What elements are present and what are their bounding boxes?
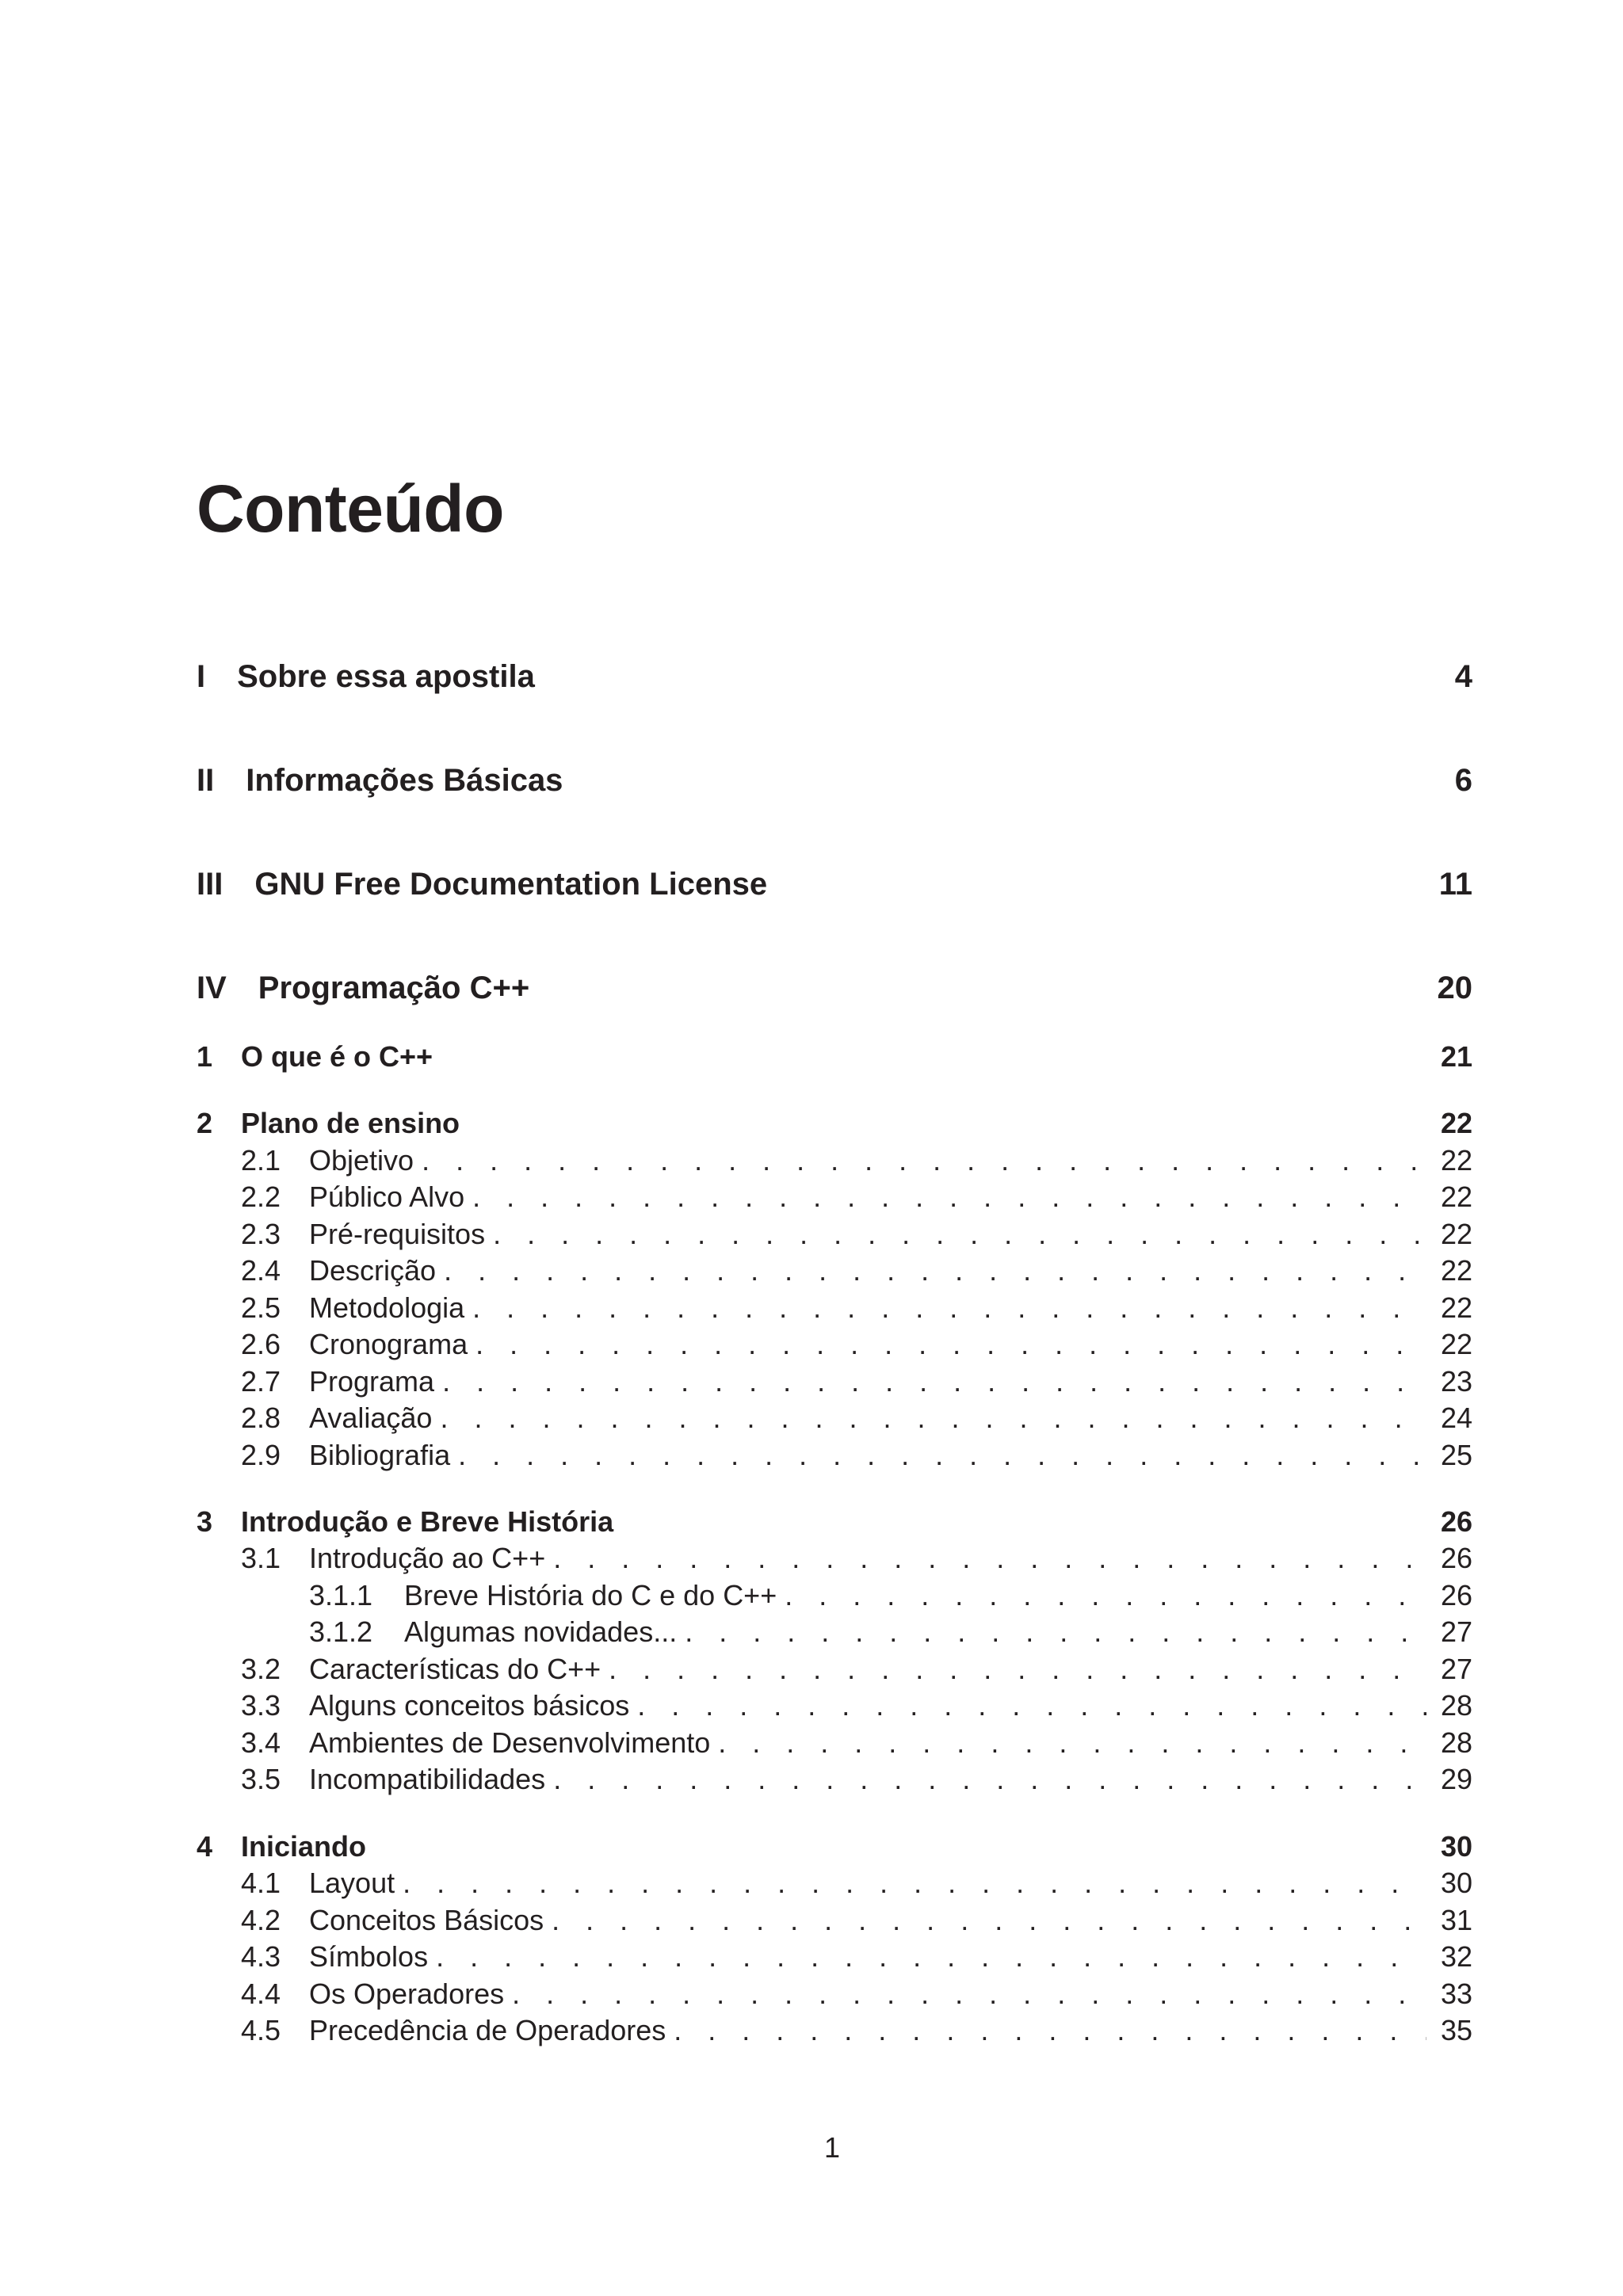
chapter-page: 21 <box>1440 1040 1472 1073</box>
section-number: 3.4 <box>241 1726 281 1759</box>
chapter-page: 30 <box>1440 1830 1472 1863</box>
section-number: 2.2 <box>241 1180 281 1213</box>
toc-subsection-row[interactable] <box>197 1579 1472 1612</box>
part-number: II <box>197 763 215 798</box>
section-page: 22 <box>1440 1144 1472 1177</box>
section-page: 22 <box>1440 1328 1472 1360</box>
section-page: 30 <box>1440 1867 1472 1899</box>
section-page: 23 <box>1440 1365 1472 1398</box>
toc-section-row[interactable] <box>197 1328 1472 1361</box>
toc-section-row[interactable] <box>197 1904 1472 1937</box>
part-page: 20 <box>1437 971 1472 1005</box>
section-number: 3.5 <box>241 1763 281 1795</box>
section-title: Programa <box>309 1365 435 1398</box>
toc-part-row[interactable] <box>197 971 1472 1006</box>
toc-section-row[interactable] <box>197 2014 1472 2047</box>
section-title: Precedência de Operadores <box>309 2014 666 2046</box>
chapter-number: 4 <box>197 1830 213 1863</box>
chapter-page: 26 <box>1440 1505 1472 1538</box>
section-page: 29 <box>1440 1763 1472 1795</box>
part-number: IV <box>197 971 227 1005</box>
toc-part-row[interactable] <box>197 763 1472 799</box>
subsection-title: Breve História do C e do C++ <box>404 1579 777 1611</box>
section-title: Cronograma <box>309 1328 468 1360</box>
section-title: Objetivo <box>309 1144 414 1177</box>
dot-leader <box>442 1365 1426 1398</box>
dot-leader <box>493 1218 1426 1251</box>
section-page: 22 <box>1440 1291 1472 1324</box>
page-number: 1 <box>823 2131 841 2164</box>
part-page: 4 <box>1454 659 1472 694</box>
dot-leader <box>458 1439 1426 1472</box>
section-number: 2.1 <box>241 1144 281 1177</box>
part-page: 6 <box>1454 763 1472 798</box>
toc-part-row[interactable] <box>197 659 1472 695</box>
section-page: 25 <box>1440 1439 1472 1471</box>
dot-leader <box>444 1254 1426 1287</box>
part-title: GNU Free Documentation License <box>254 867 768 902</box>
chapter-title: O que é o C++ <box>241 1040 433 1073</box>
toc-section-row[interactable] <box>197 1254 1472 1287</box>
section-number: 4.2 <box>241 1904 281 1936</box>
section-page: 27 <box>1440 1653 1472 1685</box>
dot-leader <box>472 1291 1426 1325</box>
toc-section-row[interactable] <box>197 1867 1472 1900</box>
toc-section-row[interactable] <box>197 1689 1472 1722</box>
toc-section-row[interactable] <box>197 1763 1472 1796</box>
dot-leader <box>436 1940 1426 1974</box>
section-number: 2.8 <box>241 1402 281 1434</box>
chapter-page: 22 <box>1440 1107 1472 1139</box>
section-title: Metodologia <box>309 1291 465 1324</box>
dot-leader <box>685 1615 1426 1649</box>
part-title: Programação C++ <box>258 971 530 1005</box>
dot-leader <box>785 1579 1426 1612</box>
dot-leader <box>553 1763 1426 1796</box>
subsection-page: 26 <box>1440 1579 1472 1611</box>
toc-section-row[interactable] <box>197 1940 1472 1974</box>
section-number: 3.1 <box>241 1542 281 1574</box>
toc-section-row[interactable] <box>197 1439 1472 1472</box>
toc-section-row[interactable] <box>197 1653 1472 1686</box>
section-page: 32 <box>1440 1940 1472 1973</box>
chapter-number: 2 <box>197 1107 213 1139</box>
section-title: Bibliografia <box>309 1439 451 1471</box>
dot-leader <box>512 1978 1426 2011</box>
section-number: 4.4 <box>241 1978 281 2010</box>
dot-leader <box>403 1867 1426 1900</box>
dot-leader <box>718 1726 1426 1760</box>
dot-leader <box>637 1689 1426 1722</box>
section-title: Layout <box>309 1867 395 1899</box>
part-page: 11 <box>1438 867 1472 902</box>
section-title: Ambientes de Desenvolvimento <box>309 1726 711 1759</box>
dot-leader <box>552 1904 1426 1937</box>
toc-chapter-row[interactable] <box>197 1505 1472 1539</box>
toc-section-row[interactable] <box>197 1365 1472 1398</box>
toc-section-row[interactable] <box>197 1978 1472 2011</box>
dot-leader <box>422 1144 1426 1177</box>
toc-chapter-row[interactable] <box>197 1830 1472 1863</box>
chapter-number: 3 <box>197 1505 213 1538</box>
section-page: 33 <box>1440 1978 1472 2010</box>
section-page: 22 <box>1440 1254 1472 1287</box>
section-number: 2.9 <box>241 1439 281 1471</box>
section-page: 28 <box>1440 1726 1472 1759</box>
section-number: 2.7 <box>241 1365 281 1398</box>
section-number: 4.1 <box>241 1867 281 1899</box>
toc-chapter-row[interactable] <box>197 1107 1472 1140</box>
toc-section-row[interactable] <box>197 1291 1472 1325</box>
section-number: 3.3 <box>241 1689 281 1722</box>
section-page: 22 <box>1440 1180 1472 1213</box>
dot-leader <box>475 1328 1426 1361</box>
dot-leader <box>472 1180 1426 1214</box>
subsection-number: 3.1.2 <box>309 1615 373 1648</box>
chapter-title: Plano de ensino <box>241 1107 460 1139</box>
part-number: III <box>197 867 223 902</box>
section-title: Características do C++ <box>309 1653 601 1685</box>
chapter-title: Introdução e Breve História <box>241 1505 614 1538</box>
section-page: 28 <box>1440 1689 1472 1722</box>
subsection-number: 3.1.1 <box>309 1579 373 1611</box>
toc-section-row[interactable] <box>197 1180 1472 1214</box>
part-title: Sobre essa apostila <box>237 659 535 694</box>
section-title: Descrição <box>309 1254 437 1287</box>
dot-leader <box>674 2014 1426 2047</box>
toc-subsection-row[interactable] <box>197 1615 1472 1649</box>
section-title: Introdução ao C++ <box>309 1542 546 1574</box>
section-number: 4.3 <box>241 1940 281 1973</box>
subsection-page: 27 <box>1440 1615 1472 1648</box>
toc-section-row[interactable] <box>197 1542 1472 1575</box>
toc-chapter-row[interactable] <box>197 1040 1472 1074</box>
section-number: 3.2 <box>241 1653 281 1685</box>
section-title: Alguns conceitos básicos <box>309 1689 630 1722</box>
section-number: 4.5 <box>241 2014 281 2046</box>
subsection-title: Algumas novidades... <box>404 1615 678 1648</box>
section-title: Símbolos <box>309 1940 429 1973</box>
part-number: I <box>197 659 206 694</box>
dot-leader <box>440 1402 1426 1435</box>
toc-section-row[interactable] <box>197 1402 1472 1435</box>
toc-section-row[interactable] <box>197 1218 1472 1251</box>
section-number: 2.5 <box>241 1291 281 1324</box>
section-page: 31 <box>1440 1904 1472 1936</box>
dot-leader <box>609 1653 1426 1686</box>
section-number: 2.6 <box>241 1328 281 1360</box>
chapter-number: 1 <box>197 1040 213 1073</box>
section-title: Conceitos Básicos <box>309 1904 544 1936</box>
section-title: Avaliação <box>309 1402 433 1434</box>
toc-section-row[interactable] <box>197 1726 1472 1760</box>
section-number: 2.3 <box>241 1218 281 1250</box>
section-page: 24 <box>1440 1402 1472 1434</box>
dot-leader <box>553 1542 1426 1575</box>
page-title: Conteúdo <box>197 471 504 546</box>
section-title: Pré-requisitos <box>309 1218 486 1250</box>
chapter-title: Iniciando <box>241 1830 367 1863</box>
section-title: Incompatibilidades <box>309 1763 546 1795</box>
toc-part-row[interactable] <box>197 867 1472 902</box>
section-number: 2.4 <box>241 1254 281 1287</box>
section-title: Público Alvo <box>309 1180 465 1213</box>
part-title: Informações Básicas <box>246 763 563 798</box>
toc-section-row[interactable] <box>197 1144 1472 1177</box>
section-page: 35 <box>1440 2014 1472 2046</box>
section-page: 26 <box>1440 1542 1472 1574</box>
section-title: Os Operadores <box>309 1978 505 2010</box>
section-page: 22 <box>1440 1218 1472 1250</box>
